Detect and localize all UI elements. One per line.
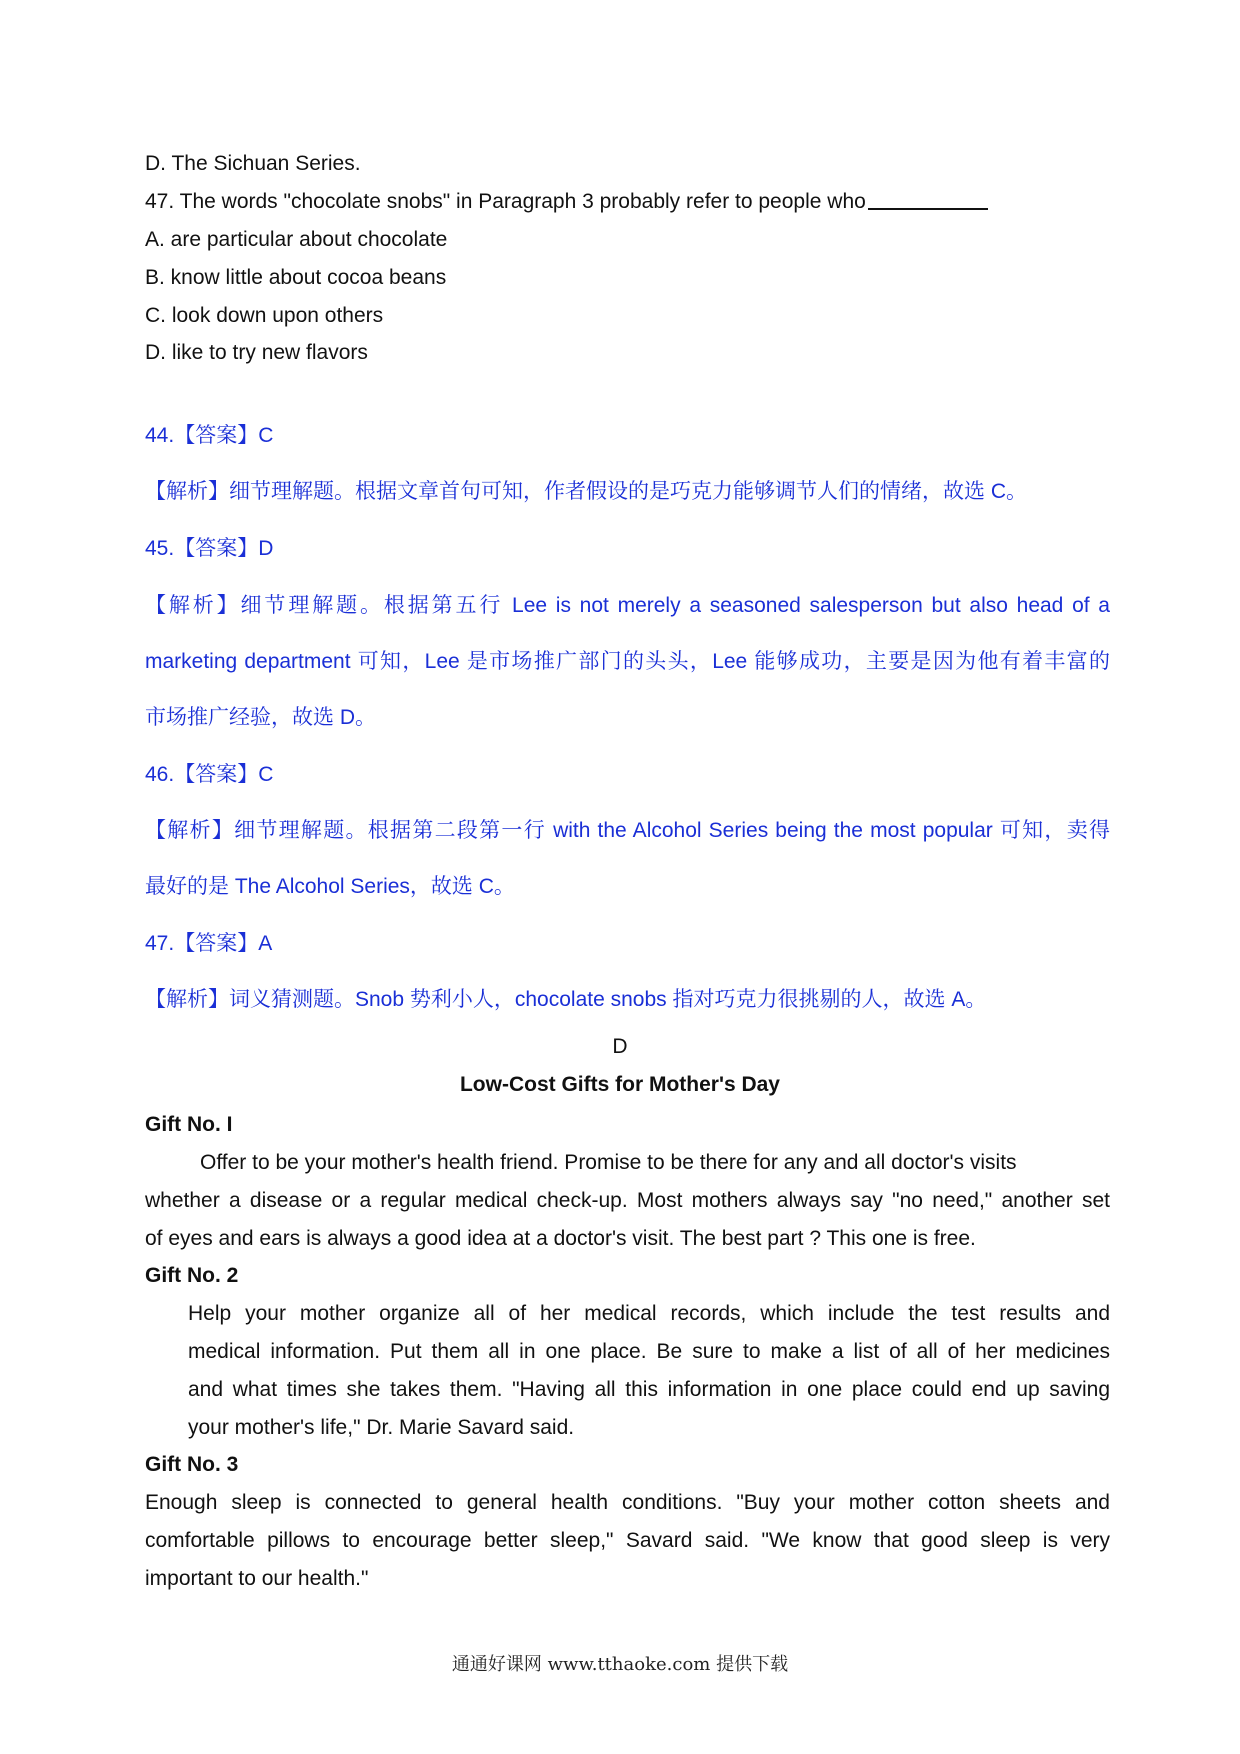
gift-2-line1: Help your mother organize all of her medical records, which include the test results and xyxy=(188,1302,1110,1325)
gift-3-line3: important to our health." xyxy=(145,1567,369,1590)
analysis-47: 【解析】词义猜测题。Snob 势利小人，chocolate snobs 指对巧克力很挑剔的人，故选 A。 xyxy=(145,988,987,1011)
answer-blank xyxy=(868,188,988,210)
section-letter: D xyxy=(612,1035,628,1058)
gift-2-line4: your mother's life," Dr. Marie Savard said. xyxy=(188,1416,575,1439)
gift-3-line1: Enough sleep is connected to general health conditions. "Buy your mother cotton sheets and xyxy=(145,1491,1110,1514)
gift-1-line3: of eyes and ears is always a good idea at a doctor's visit. The best part ? This one is free. xyxy=(145,1227,976,1250)
analysis-44: 【解析】细节理解题。根据文章首句可知，作者假设的是巧克力能够调节人们的情绪，故选 C。 xyxy=(145,480,1027,503)
q47-stem-line xyxy=(145,188,988,216)
analysis-46-line1: 【解析】细节理解题。根据第二段第一行 with the Alcohol Series being the most popular 可知，卖得 xyxy=(145,819,1110,842)
answer-47: 47.【答案】A xyxy=(145,932,273,955)
answer-44: 44.【答案】C xyxy=(145,424,274,447)
gift-2-heading: Gift No. 2 xyxy=(145,1264,239,1287)
footer-source: 通通好课网 www.tthaoke.com 提供下载 xyxy=(451,1654,789,1675)
gift-1-heading: Gift No. I xyxy=(145,1113,233,1136)
analysis-45-line1: 【解析】细节理解题。根据第五行 Lee is not merely a seasoned salesperson but also head of a xyxy=(145,594,1110,617)
q47-option-b: B. know little about cocoa beans xyxy=(145,266,447,289)
passage-title: Low-Cost Gifts for Mother's Day xyxy=(459,1073,780,1096)
answer-46: 46.【答案】C xyxy=(145,763,274,786)
analysis-45-line3: 市场推广经验，故选 D。 xyxy=(145,706,376,729)
gift-1-line2: whether a disease or a regular medical check-up. Most mothers always say "no need," another set xyxy=(145,1189,1110,1212)
gift-1-line1: Offer to be your mother's health friend. Promise to be there for any and all doctor's visits xyxy=(200,1151,1017,1174)
gift-3-heading: Gift No. 3 xyxy=(145,1453,239,1476)
gift-2-line2: medical information. Put them all in one place. Be sure to make a list of all of her medicines xyxy=(188,1340,1110,1363)
q46-option-d: D. The Sichuan Series. xyxy=(145,152,361,175)
q47-option-a: A. are particular about chocolate xyxy=(145,228,448,251)
answer-45: 45.【答案】D xyxy=(145,537,274,560)
analysis-45-line2: marketing department 可知，Lee 是市场推广部门的头头，Lee 能够成功，主要是因为他有着丰富的 xyxy=(145,650,1110,673)
q47-option-c: C. look down upon others xyxy=(145,304,384,327)
gift-2-line3: and what times she takes them. "Having all this information in one place could end up saving xyxy=(188,1378,1110,1401)
gift-3-line2: comfortable pillows to encourage better sleep," Savard said. "We know that good sleep is very xyxy=(145,1529,1110,1552)
analysis-46-line2: 最好的是 The Alcohol Series，故选 C。 xyxy=(145,875,515,898)
q47-stem: 47. The words "chocolate snobs" in Paragraph 3 probably refer to people who xyxy=(145,190,866,213)
q47-option-d: D. like to try new flavors xyxy=(145,341,368,364)
